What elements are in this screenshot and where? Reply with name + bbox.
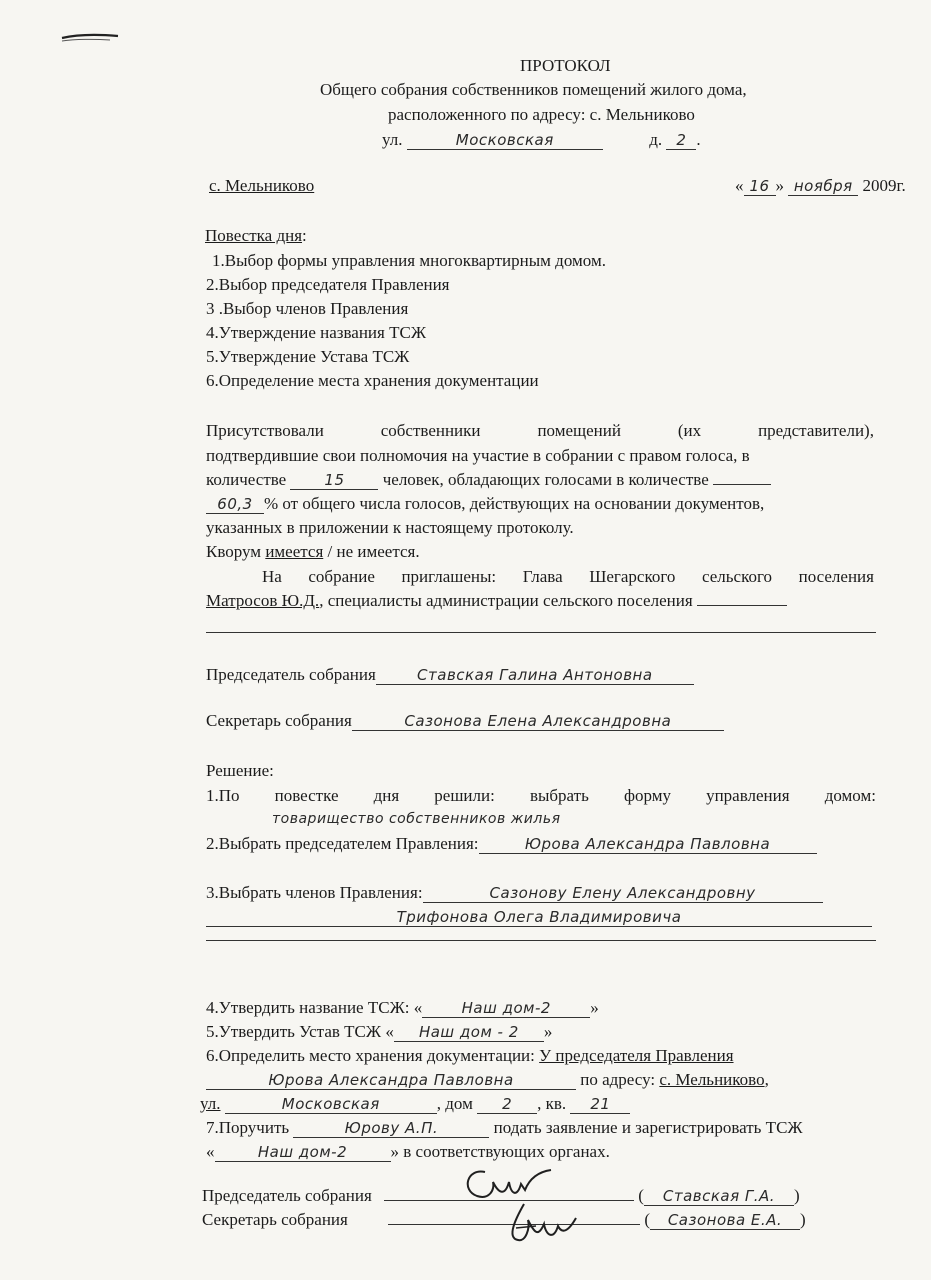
date-year: 2009г. [862,176,906,195]
attendance-line-1: Присутствовали собственники помещений (их представители), [206,421,874,440]
decision-3-rule [206,940,876,941]
secretary-label: Секретарь собрания [206,711,352,730]
decision-6-line-2: Юрова Александра Павловна по адресу: с. Мельниково, [206,1070,769,1090]
invited-name: Матросов Ю.Д. [206,591,320,610]
decision-6-flat: 21 [570,1095,630,1114]
decision-4-value: Наш дом-2 [422,999,590,1018]
agenda-item: 5.Утверждение Устава ТСЖ [206,347,410,366]
agenda-heading: Повестка дня: [205,226,307,245]
chairman-label: Председатель собрания [206,665,376,684]
scan-mark-top-left [60,30,120,44]
decision-6-village: с. Мельниково [659,1070,765,1089]
quorum: Кворум имеется / не имеется. [206,542,420,561]
decision-6-line: 6.Определить место хранения документации: У председателя Правления [206,1046,734,1065]
date-month: ноября [788,177,858,196]
invited-line-1: На собрание приглашены: Глава Шегарского сельского поселения [262,567,874,586]
decision-7-line-2: « Наш дом-2 » в соответствующих органах. [206,1142,610,1161]
agenda-item: 6.Определение места хранения документации [206,371,539,390]
decision-4-line: 4.Утвердить название ТСЖ: « Наш дом-2 » [206,998,599,1017]
agenda-item: 2.Выбор председателя Правления [206,275,450,294]
page-title: ПРОТОКОЛ [520,56,611,75]
decision-5-value: Наш дом - 2 [394,1023,544,1042]
decision-2-value: Юрова Александра Павловна [479,835,817,854]
secretary-signature-line: Секретарь собрания ( Сазонова Е.А. ) [202,1210,806,1229]
attendance-line-3: количестве 15 человек, обладающих голосами в количестве [206,470,771,490]
agenda-item: 3 .Выбор членов Правления [206,299,409,318]
subtitle-line-2: расположенного по адресу: с. Мельниково [388,105,695,124]
decision-3-value-2: Трифонова Олега Владимировича [206,908,872,927]
decision-6-name: Юрова Александра Павловна [206,1071,576,1090]
subtitle-line-1: Общего собрания собственников помещений жилого дома, [320,80,747,99]
invited-line-2: Матросов Ю.Д., специалисты администрации сельского поселения [206,591,787,611]
date: « 16 » ноября 2009г. [735,176,906,195]
decision-heading: Решение: [206,761,274,780]
agenda-item: 1.Выбор формы управления многоквартирным домом. [212,251,606,270]
decision-7-value: Юрову А.П. [293,1119,489,1138]
invited-rule [206,632,876,633]
decision-6-street: Московская [225,1095,437,1114]
quorum-yes: имеется [265,542,324,561]
secretary-line [206,711,724,731]
street-label: ул. [382,130,403,149]
decision-1-line: 1.По повестке дня решили: выбрать форму управления домом: [206,786,876,805]
decision-3-line: 3.Выбрать членов Правления: Сазонову Елену Александровну [206,883,823,903]
decision-2-line: 2.Выбрать председателем Правления: Юрова Александра Павловна [206,834,817,854]
street-value: Московская [407,131,603,150]
secretary-signature-icon [496,1198,586,1248]
house-value: 2 [666,131,696,150]
decision-7-name: Наш дом-2 [215,1143,391,1162]
house-label: д. [649,130,663,149]
chairman-signature-line: Председатель собрания ( Ставская Г.А. ) [202,1186,800,1205]
decision-1-value: товарищество собственников жилья [272,811,561,827]
secretary-value: Сазонова Елена Александровна [352,712,724,731]
agenda-item: 4.Утверждение названия ТСЖ [206,323,427,342]
chairman-value: Ставская Галина Антоновна [376,666,694,685]
chairman-signature-name: Ставская Г.А. [644,1187,794,1206]
chairman-line [206,665,694,685]
decision-3-line-2 [206,907,872,927]
decision-6-house: 2 [477,1095,537,1114]
attendance-percent: 60,3 [206,495,264,514]
address-line: ул. Московская д. 2 . [382,130,701,149]
attendance-count: 15 [290,471,378,490]
decision-3-value-1: Сазонову Елену Александровну [423,884,823,903]
attendance-line-4: 60,3 % от общего числа голосов, действующих на основании документов, [206,494,764,514]
attendance-line-5: указанных в приложении к настоящему протоколу. [206,518,574,537]
decision-6-line-3: ул. Московская , дом 2 , кв. 21 [200,1094,630,1114]
decision-5-line: 5.Утвердить Устав ТСЖ « Наш дом - 2 » [206,1022,553,1041]
date-day: 16 [744,177,776,196]
place: с. Мельниково [209,176,315,195]
secretary-signature-name: Сазонова Е.А. [650,1211,800,1230]
decision-7-line: 7.Поручить Юрову А.П. подать заявление и зарегистрировать ТСЖ [206,1118,803,1137]
decision-6-place: У председателя Правления [539,1046,734,1065]
attendance-line-2: подтвердившие свои полномочия на участие в собрании с правом голоса, в [206,446,750,465]
